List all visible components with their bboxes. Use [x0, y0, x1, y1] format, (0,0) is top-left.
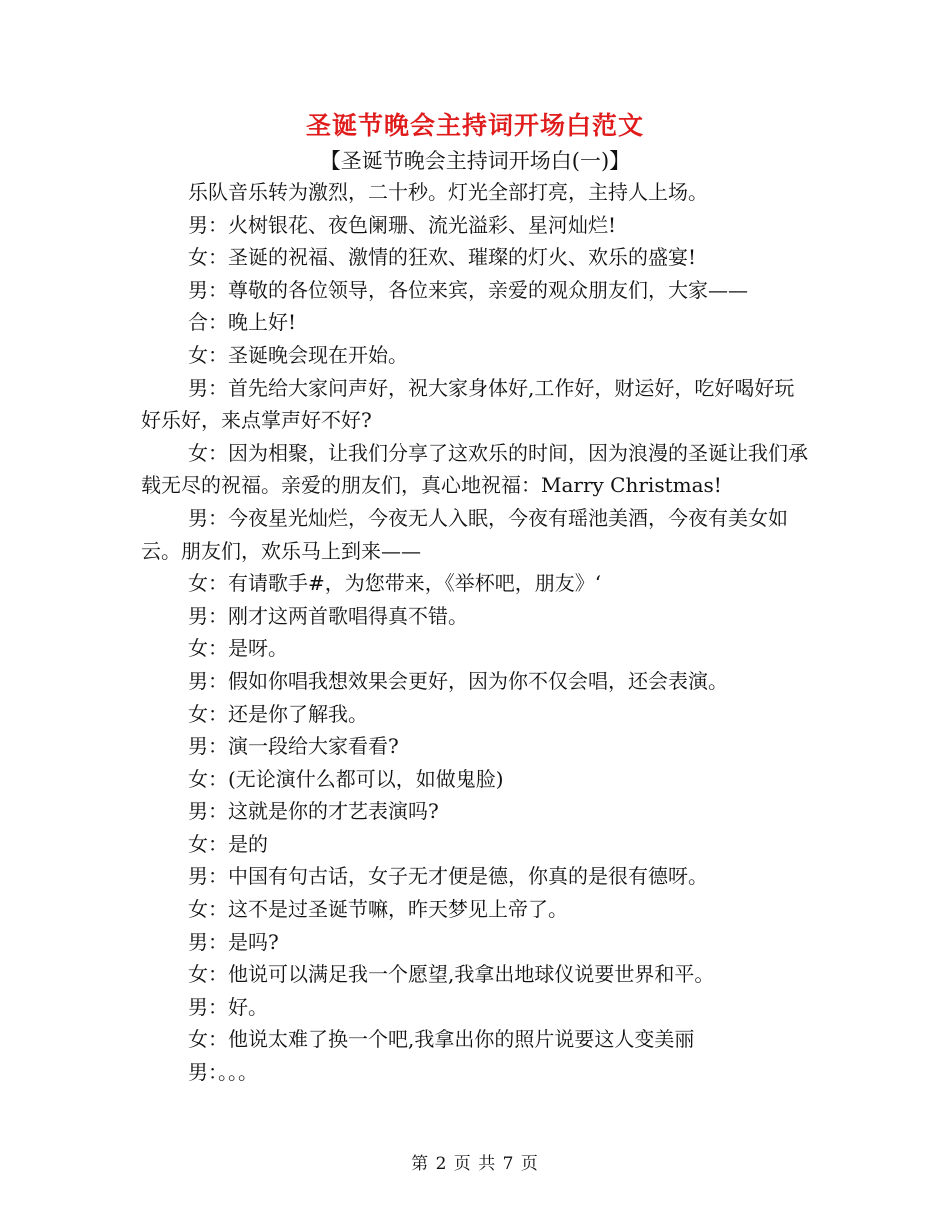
paragraph: 男：尊敬的各位领导，各位来宾，亲爱的观众朋友们，大家——: [188, 277, 748, 302]
paragraph: 女：(无论演什么都可以，如做鬼脸): [188, 766, 504, 791]
paragraph: 女：他说太难了换一个吧,我拿出你的照片说要这人变美丽: [188, 1027, 695, 1052]
paragraph: 女：这不是过圣诞节嘛，昨天梦见上帝了。: [188, 897, 568, 922]
paragraph: 女：圣诞晚会现在开始。: [188, 342, 408, 367]
paragraph: 男：。。。: [188, 1060, 258, 1085]
paragraph: 男：首先给大家问声好，祝大家身体好,工作好，财运好，吃好喝好玩好乐好，来点掌声好不好?: [141, 375, 795, 433]
paragraph: 男：是吗?: [188, 929, 279, 954]
paragraph: 男：刚才这两首歌唱得真不错。: [188, 603, 468, 628]
document-body: [141, 176, 809, 1089]
paragraph: 男：火树银花、夜色阑珊、流光溢彩、星河灿烂!: [188, 212, 617, 237]
paragraph: 女：是的: [188, 831, 268, 856]
paragraph: 乐队音乐转为激烈，二十秒。灯光全部打亮，主持人上场。: [188, 180, 708, 204]
paragraph: 男：好。: [188, 994, 268, 1019]
paragraph: 女：因为相聚，让我们分享了这欢乐的时间，因为浪漫的圣诞让我们承载无尽的祝福。亲爱的朋友们，真心地祝福：Marry Christmas!: [141, 440, 808, 498]
paragraph: 男：中国有句古话，女子无才便是德，你真的是很有德呀。: [188, 864, 708, 889]
paragraph: 女：有请歌手#，为您带来，《举杯吧，朋友》‘: [188, 571, 602, 596]
paragraph: 合：晚上好!: [188, 310, 297, 335]
paragraph: 男：演一段给大家看看?: [188, 734, 399, 759]
paragraph: 女：圣诞的祝福、激情的狂欢、璀璨的灯火、欢乐的盛宴!: [188, 245, 697, 270]
paragraph: 男：这就是你的才艺表演吗?: [188, 799, 439, 824]
paragraph: 男：今夜星光灿烂，今夜无人入眠，今夜有瑶池美酒，今夜有美女如云。朋友们，欢乐马上到来——: [141, 505, 788, 563]
paragraph: 女：还是你了解我。: [188, 701, 368, 726]
paragraph: 女：他说可以满足我一个愿望,我拿出地球仪说要世界和平。: [188, 962, 715, 987]
document-subtitle: 【圣诞节晚会主持词开场白(一)】: [319, 149, 631, 173]
page-number-footer: 第 2 页 共 7 页: [411, 1154, 539, 1174]
document-title: 圣诞节晚会主持词开场白范文: [305, 111, 644, 140]
paragraph: 女：是呀。: [188, 636, 288, 661]
paragraph: 男：假如你唱我想效果会更好，因为你不仅会唱，还会表演。: [188, 668, 728, 693]
